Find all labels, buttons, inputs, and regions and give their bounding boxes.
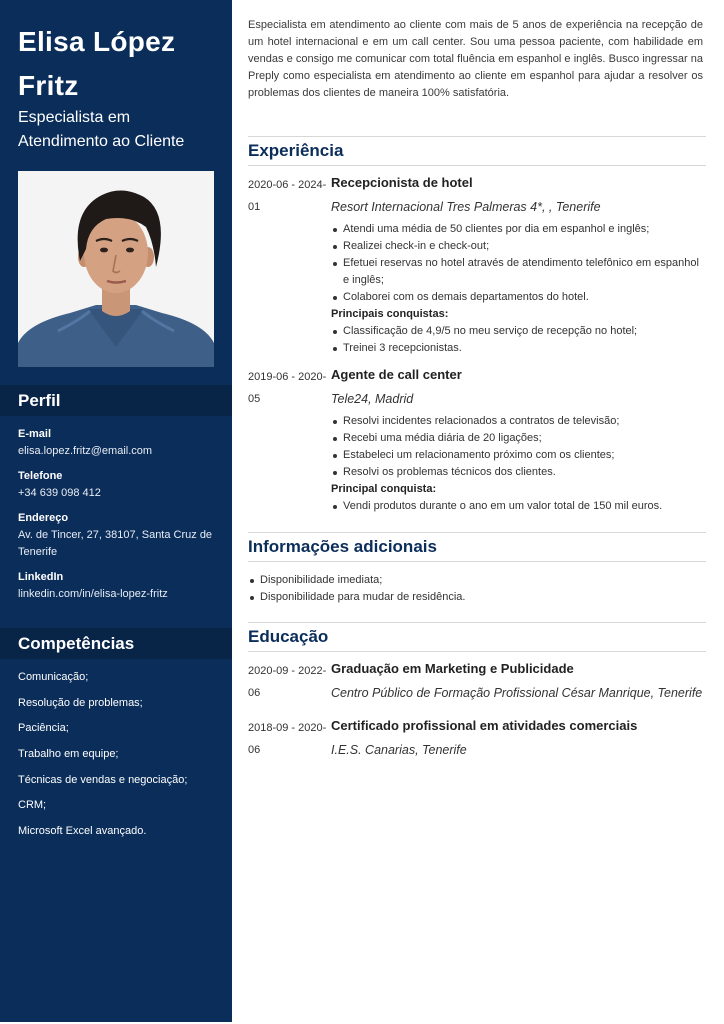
additional-info-list <box>248 572 703 606</box>
skills-list <box>18 670 223 850</box>
list-item: Resolvi incidentes relacionados a contratos de televisão; <box>331 413 706 430</box>
list-item: Efetuei reservas no hotel através de atendimento telefônico em espanhol e inglês; <box>331 255 706 289</box>
entry-dates: 2018-09 - 2020-06 <box>248 722 327 756</box>
achievements-list <box>331 498 706 515</box>
contact-label: Telefone <box>18 470 63 482</box>
school-name: I.E.S. Canarias, Tenerife <box>331 743 467 757</box>
job-role: Agente de call center <box>331 367 462 382</box>
candidate-name: Elisa López Fritz <box>18 26 176 101</box>
job-organization: Tele24, Madrid <box>331 392 414 406</box>
profile-photo <box>18 171 214 367</box>
contact-phone <box>18 469 223 502</box>
list-item: Atendi uma média de 50 clientes por dia em espanhol e inglês; <box>331 221 706 238</box>
professional-summary: Especialista em atendimento ao cliente com mais de 5 anos de experiência na recepção de um hotel internacional e em um call center. Sou uma pessoa paciente, com habilidade em vendas e consigo me comunicar com total fluência em espanhol e inglês. Busco ingressar na Preply como especialista em atendimento ao cliente em espanhol para ajudar a resolver os problemas dos clientes de maneira 100% satisfatória. <box>248 19 703 99</box>
list-item: Vendi produtos durante o ano em um valor total de 150 mil euros. <box>331 498 706 515</box>
entry-body <box>331 660 706 702</box>
list-item: Colaborei com os demais departamentos do hotel. <box>331 289 706 306</box>
skill-item: Microsoft Excel avançado. <box>18 825 147 838</box>
responsibilities-list <box>331 221 706 306</box>
list-item: Disponibilidade imediata; <box>248 572 703 589</box>
experience-heading: Experiência <box>248 141 344 160</box>
list-item: Realizei check-in e check-out; <box>331 238 706 255</box>
degree-title: Graduação em Marketing e Publicidade <box>331 661 574 676</box>
achievements-label: Principal conquista: <box>331 483 437 495</box>
additional-info-heading: Informações adicionais <box>248 537 437 556</box>
list-item: Classificação de 4,9/5 no meu serviço de recepção no hotel; <box>331 323 706 340</box>
entry-body <box>331 366 706 515</box>
degree-title: Certificado profissional em atividades comerciais <box>331 718 638 733</box>
school-name: Centro Público de Formação Profissional César Manrique, Tenerife <box>331 686 703 700</box>
entry-body <box>331 174 706 357</box>
divider <box>248 532 706 533</box>
linkedin-value[interactable]: linkedin.com/in/elisa-lopez-fritz <box>18 588 168 600</box>
skills-section-heading: Competências <box>0 628 232 659</box>
education-heading: Educação <box>248 627 329 646</box>
divider <box>248 561 706 562</box>
list-item: Resolvi os problemas técnicos dos clientes. <box>331 464 706 481</box>
entry-dates: 2019-06 - 2020-05 <box>248 371 327 405</box>
divider <box>248 136 706 137</box>
list-item: Disponibilidade para mudar de residência. <box>248 589 703 606</box>
sidebar <box>0 0 232 1022</box>
skill-item: Resolução de problemas; <box>18 696 143 709</box>
portrait-illustration <box>18 171 214 367</box>
achievements-list <box>331 323 706 357</box>
divider <box>248 165 706 166</box>
profile-section-heading: Perfil <box>0 385 232 416</box>
job-role: Recepcionista de hotel <box>331 175 473 190</box>
entry-dates: 2020-09 - 2022-06 <box>248 665 327 699</box>
address-value: Av. de Tincer, 27, 38107, Santa Cruz de Tenerife <box>18 529 213 558</box>
contact-email <box>18 427 223 460</box>
email-value[interactable]: elisa.lopez.fritz@email.com <box>18 445 153 457</box>
phone-value[interactable]: +34 639 098 412 <box>18 487 101 499</box>
entry-dates: 2020-06 - 2024-01 <box>248 179 327 213</box>
skill-item: Trabalho em equipe; <box>18 748 119 761</box>
contact-linkedin <box>18 570 223 603</box>
contact-address <box>18 511 223 561</box>
contact-label: LinkedIn <box>18 571 64 583</box>
candidate-job-title: Especialista em Atendimento ao Cliente <box>18 109 185 150</box>
list-item: Recebi uma média diária de 20 ligações; <box>331 430 706 447</box>
list-item: Treinei 3 recepcionistas. <box>331 340 706 357</box>
list-item: Estabeleci um relacionamento próximo com os clientes; <box>331 447 706 464</box>
divider <box>248 622 706 623</box>
contact-label: E-mail <box>18 428 52 440</box>
skill-item: CRM; <box>18 799 47 812</box>
skill-item: Paciência; <box>18 722 69 735</box>
job-organization: Resort Internacional Tres Palmeras 4*, , Tenerife <box>331 200 601 214</box>
contact-label: Endereço <box>18 512 69 524</box>
divider <box>248 651 706 652</box>
responsibilities-list <box>331 413 706 481</box>
achievements-label: Principais conquistas: <box>331 308 449 320</box>
entry-body <box>331 717 706 759</box>
skill-item: Comunicação; <box>18 671 89 683</box>
skill-item: Técnicas de vendas e negociação; <box>18 773 188 786</box>
